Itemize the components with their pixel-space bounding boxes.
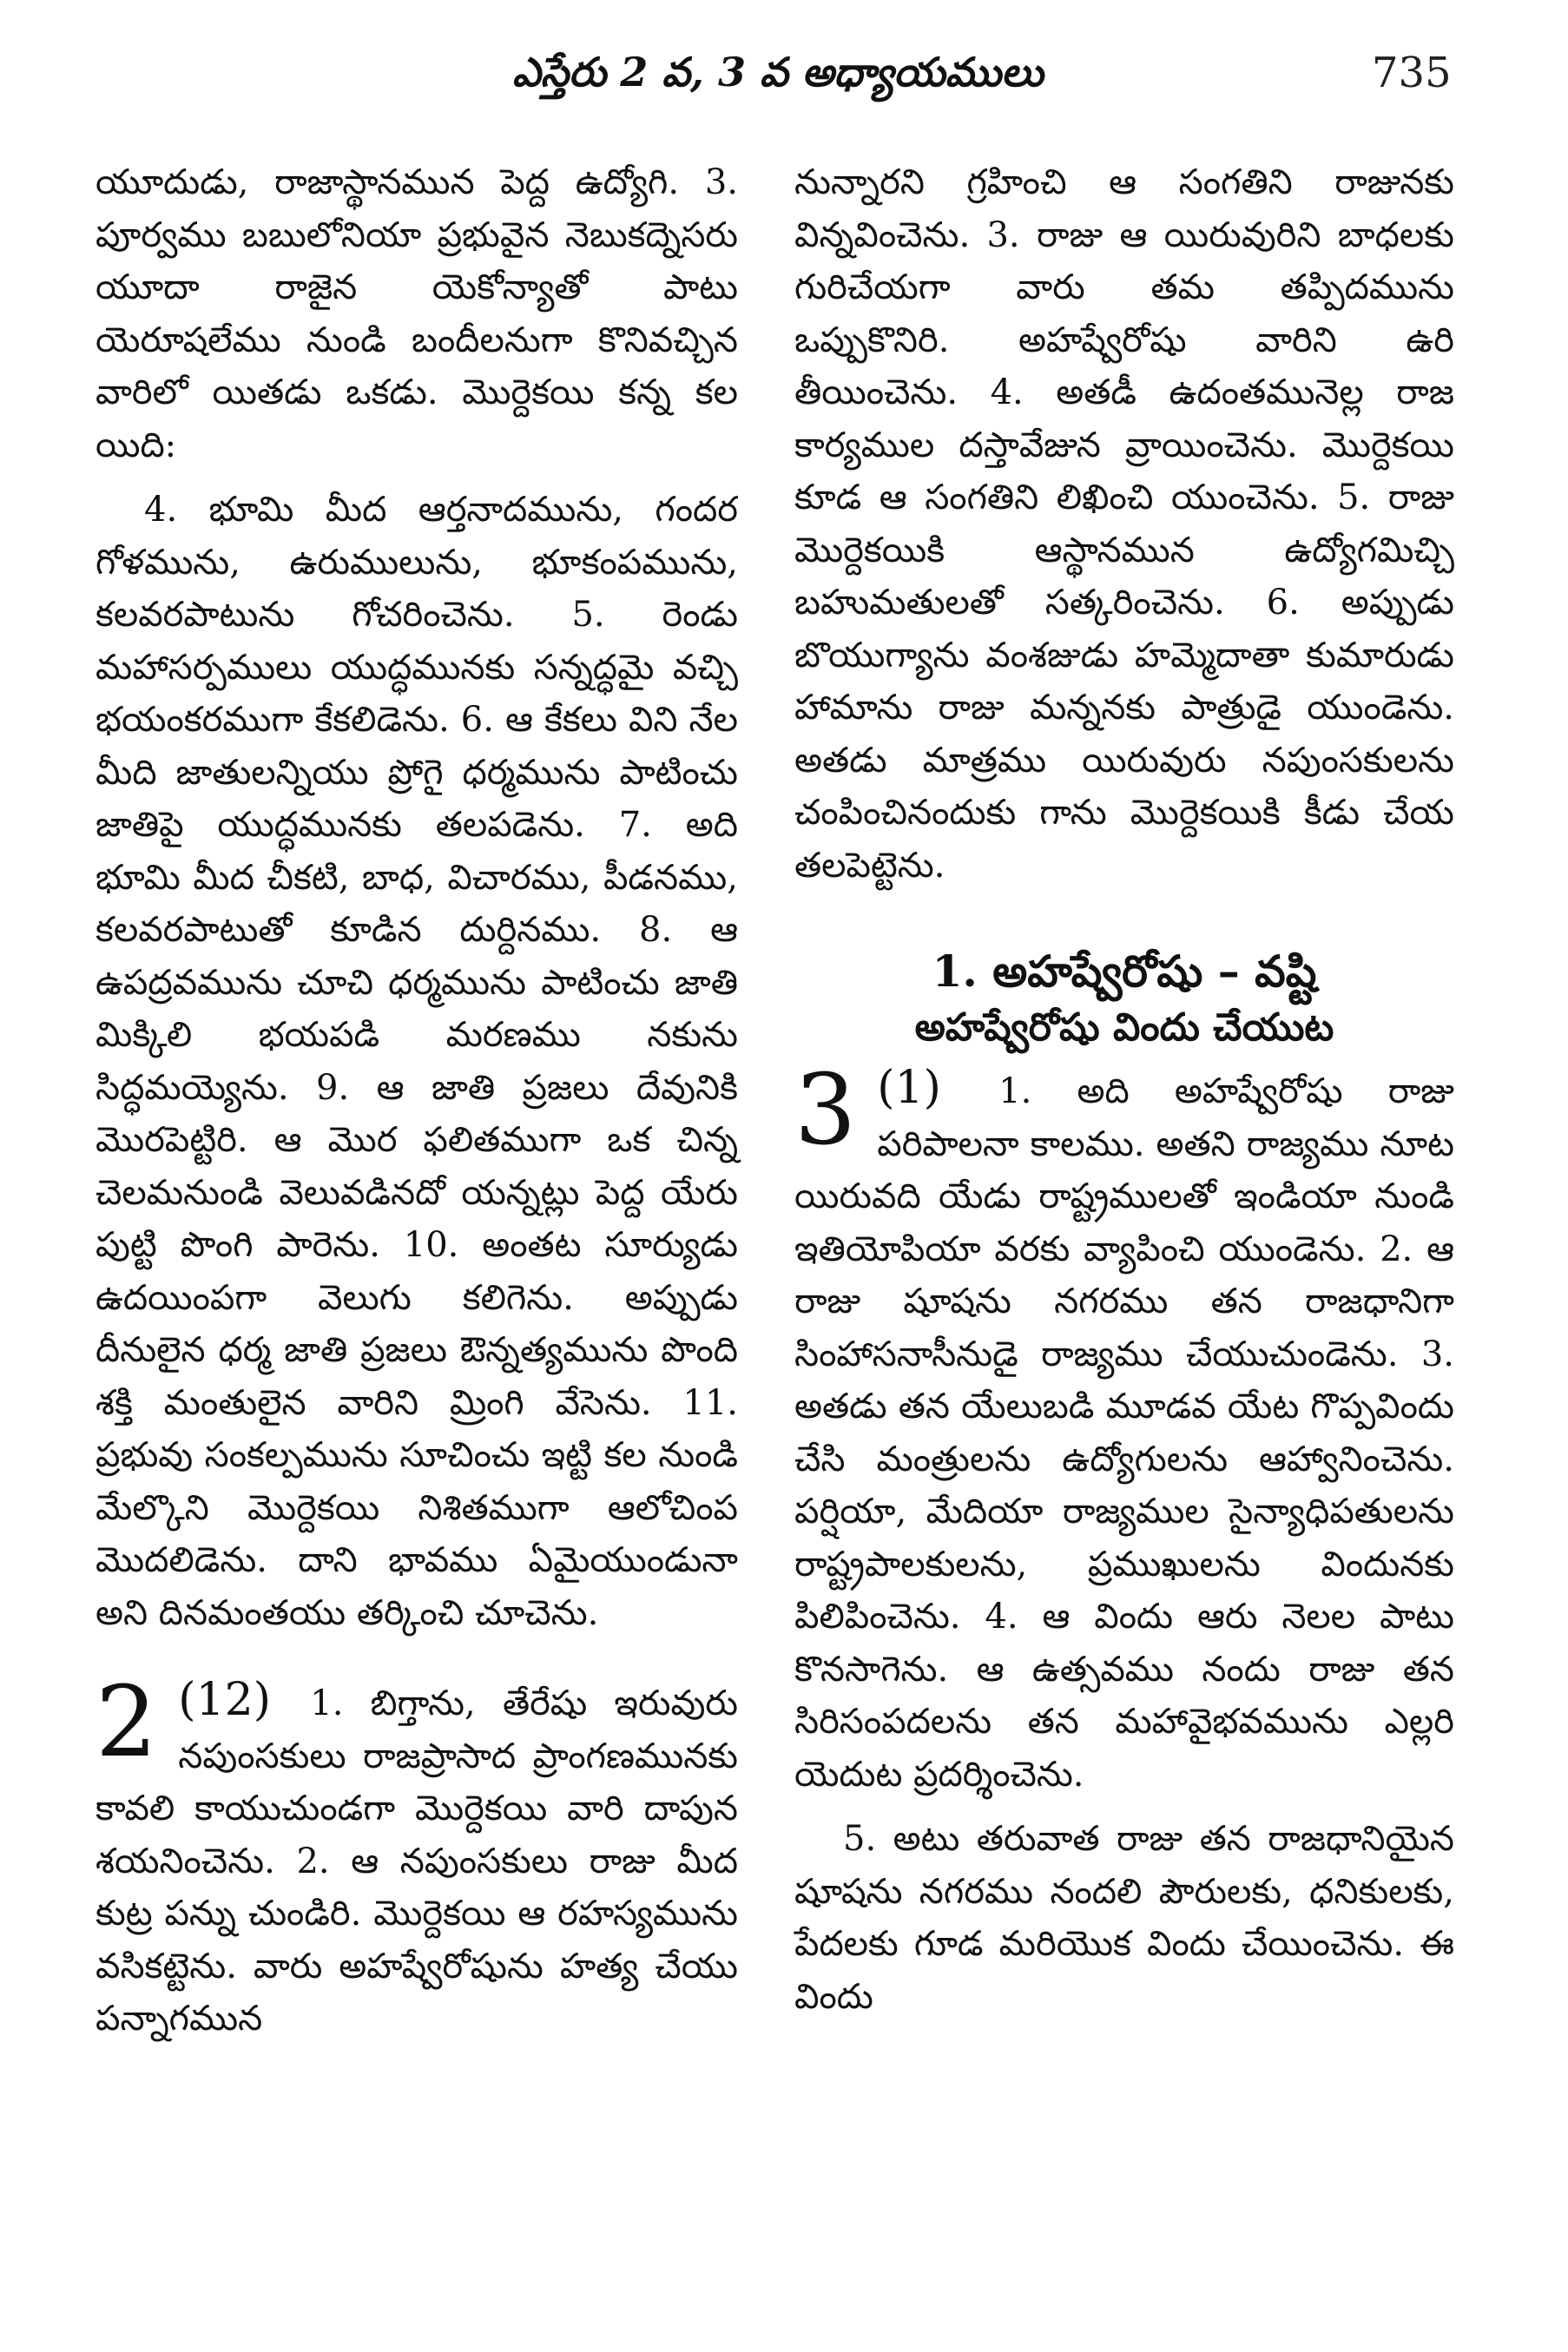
chapter-text: 1. బిగ్తాను, తేరేషు ఇరువురు నపుంసకులు రాజప్రాసాద ప్రాంగణమునకు కావలి కాయుచుండగా మొర్దెకయి వారి దాపున శయనించెను. 2. ఆ నపుంసకులు రాజు మీద కుట్ర పన్ను చుండిరి. మొర్దెకయి ఆ రహస్యమును వసికట్టెను. వారు అహష్వేరోషును హత్య చేయు పన్నాగమున [96,1683,738,2039]
chapter-text: 1. అది అహష్వేరోషు రాజు పరిపాలనా కాలము. అతని రాజ్యము నూట యిరువది యేడు రాష్ట్రములతో ఇండియా నుండి ఇతియోపియా వరకు వ్యాపించి యుండెను. 2. ఆ రాజు షూషను నగరము తన రాజధానిగా సింహాసనాసీనుడై రాజ్యము చేయుచుండెను. 3. అతడు తన యేలుబడి మూడవ యేట గొప్పవిందు చేసి మంత్రులను ఉద్యోగులను ఆహ్వానించెను. పర్షియా, మేదియా రాజ్యముల సైన్యాధిపతులను రాష్ట్రపాలకులను, ప్రముఖులను విందునకు పిలిపించెను. 4. ఆ విందు ఆరు నెలల పాటు కొనసాగెను. ఆ ఉత్సవము నందు రాజు తన సిరిసంపదలను తన మహావైభవమును ఎల్లరి యెదుట ప్రదర్శించెను. [794,1071,1454,1795]
right-column [794,156,1454,2035]
chapter-3-paragraph [794,1054,1454,1801]
left-column [96,156,738,2058]
paragraph: నున్నారని గ్రహించి ఆ సంగతిని రాజునకు విన్నవించెను. 3. రాజు ఆ యిరువురిని బాధలకు గురిచేయగా వారు తమ తప్పిదమును ఒప్పుకొనిరి. అహష్వేరోషు వారిని ఉరి తీయించెను. 4. అతడీ ఉదంతమునెల్ల రాజ కార్యముల దస్తావేజున వ్రాయించెను. మొర్దెకయి కూడ ఆ సంగతిని లిఖించి యుంచెను. 5. రాజు మొర్దెకయికి ఆస్థానమున ఉద్యోగమిచ్చి బహుమతులతో సత్కరించెను. 6. అప్పుడు బొయుగ్యాను వంశజుడు హమ్మెదాతా కుమారుడు హామాను రాజు మన్ననకు పాత్రుడై యుండెను. అతడు మాత్రము యిరువురు నపుంసకులను చంపించినందుకు గాను మొర్దెకయికి కీడు చేయ తలపెట్టెను. [794,162,1454,886]
chapter-2-paragraph [96,1666,738,2046]
section-subtitle: అహష్వేరోషు విందు చేయుట [914,1005,1334,1050]
paragraph: యూదుడు, రాజాస్థానమున పెద్ద ఉద్యోగి. 3. పూర్వము బబులోనియా ప్రభువైన నెబుకద్నెసరు యూదా రాజైన యెకోన్యాతో పాటు యెరూషలేము నుండి బందీలనుగా కొనివచ్చిన వారిలో యితడు ఒకడు. మొర్దెకయి కన్న కల యిది: [96,162,738,465]
verse-count: (1) [877,1062,941,1114]
chapter-number: 3 [794,1054,857,1167]
running-header [0,49,1568,109]
section-title: 1. అహష్వేరోషు – వష్టి [932,945,1317,997]
dream-paragraph: 4. భూమి మీద ఆర్తనాదమును, గందర గోళమును, ఉరుములును, భూకంపమును, కలవరపాటును గోచరించెను. 5. రెండు మహాసర్పములు యుద్ధమునకు సన్నద్ధమై వచ్చి భయంకరముగా కేకలిడెను. 6. ఆ కేకలు విని నేల మీది జాతులన్నియు ప్రోగై ధర్మమును పాటించు జాతిపై యుద్ధమునకు తలపడెను. 7. అది భూమి మీద చీకటి, బాధ, విచారము, పీడనము, కలవరపాటుతో కూడిన దుర్దినము. 8. ఆ ఉపద్రవమును చూచి ధర్మమును పాటించు జాతి మిక్కిలి భయపడి మరణము నకును సిద్ధమయ్యెను. 9. ఆ జాతి ప్రజలు దేవునికి మొరపెట్టిరి. ఆ మొర ఫలితముగా ఒక చిన్న చెలమనుండి వెలువడినదో యన్నట్లు పెద్ద యేరు పుట్టి పొంగి పారెను. 10. అంతట సూర్యుడు ఉదయింపగా వెలుగు కలిగెను. అప్పుడు దీనులైన ధర్మ జాతి ప్రజలు ఔన్నత్యమును పొంది శక్తి మంతులైన వారిని మ్రింగి వేసెను. 11. ప్రభువు సంకల్పమును సూచించు ఇట్టి కల నుండి మేల్కొని మొర్దెకయి నిశితముగా ఆలోచింప మొదలిడెను. దాని భావము ఏమైయుండునా అని దినమంతయు తర్కించి చూచెను. [96,490,738,1633]
page-number: 735 [1372,49,1452,97]
paragraph: 5. అటు తరువాత రాజు తన రాజధానియైన షూషను నగరము నందలి పౌరులకు, ధనికులకు, పేదలకు గూడ మరియొక విందు చేయించెను. ఈ విందు [794,1819,1454,2017]
running-title: ఎస్తేరు 2 వ, 3 వ అధ్యాయములు [512,49,1044,96]
chapter-number: 2 [96,1666,158,1779]
verse-count: (12) [178,1674,272,1726]
